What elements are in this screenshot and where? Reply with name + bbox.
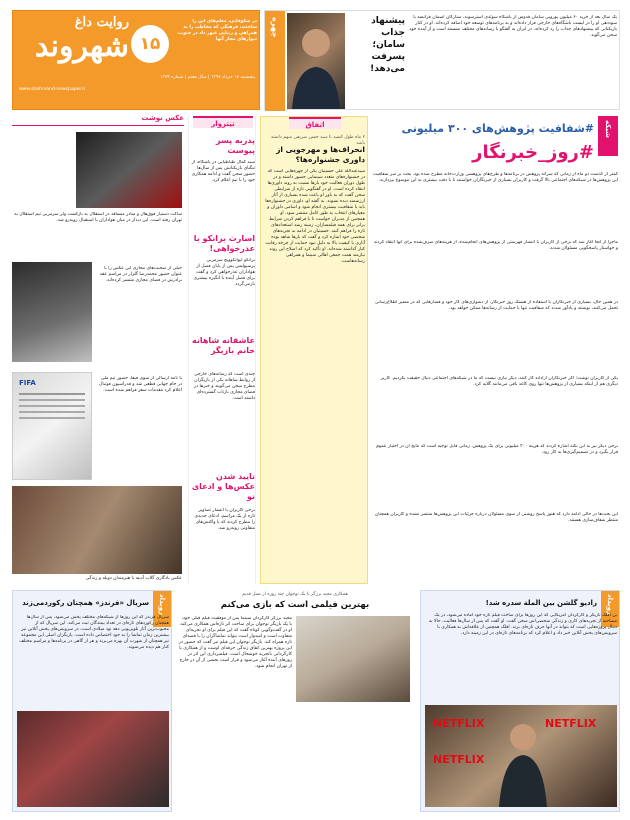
bottom-right-title: راديو گلشن بين الملة سدره شد! [485,599,597,607]
main-article [372,116,620,584]
photo-actor [12,262,92,362]
main-article-side-tag [598,116,618,156]
headline-title-1: پدربه پسر پیوست [216,136,255,155]
photo-caption-2: خیلی از صحبت‌های مجازی این عکس را با عنوان حضور محمدرضا گلزار در مراسم عقد برادرش در فضای مجازی منتشر کرده‌اند. [99,266,182,283]
headline-body-3: چندی است که رسانه‌های خارجی از روابط شاهانه یکی از بازیگران مطرح سخن می‌گویند و خبرها در فضای مجازی بازتاب گسترده‌ای داشته است. [193,372,255,401]
date-line: پنجشنبه ۱۷ خرداد ۱۳۹۷ | سال هفتم | شماره ۱۳۷۹ [160,75,255,80]
incident-kicker: ۲ ماه طول کشید تا سید حسن شریفی سهم داشته باشد [271,135,365,146]
bottom-middle-photo [296,616,410,702]
person-silhouette-icon [287,13,345,109]
main-article-pre-title: #شفافیت پژوهش‌های ۳۰۰ میلیونی [401,122,594,135]
feature-photo [287,13,345,109]
main-article-para-6: این بحث‌ها در حالی ادامه دارد که هنوز پاسخ روشنی از سوی مسئولان درباره جزئیات این پژوهش‌ها منتشر نشده و کاربران همچنان منتظر شفاف‌سازی هستند. [374,512,618,523]
main-article-para-2: ماجرا از آنجا آغاز شد که برخی از کاربران با انتشار فهرستی از پژوهش‌های انجام‌شده، از هزینه‌های صرف‌شده برای آنها انتقاد کردند و خواستار پاسخگویی مسئولان شدند. [373,240,618,251]
photo-football-coach [76,132,182,208]
bottom-right-tag: رویداد [606,594,614,616]
headline-body-4: برخی کاربران با انتشار تصاویر تازه از یک مراسم، ادعای جدیدی را مطرح کردند که با واکنش‌های متفاوتی روبه‌رو شد. [194,508,255,531]
photo-caption-3: با نامه ارسالی از سوی فیفا، حضور تیم ملی در جام جهانی قطعی شد و فدراسیون فوتبال اعلام کرد مقدمات سفر فراهم شده است. [99,376,182,393]
feature-side-label: چهره [270,17,280,38]
photo-caption-1: ساکت دستیار فوق‌هال و منادر منساقد در استقلال به بازگشت ولر سرمربی تیم استقلال به تهران رفته است. این دیدار در میان هواداران با استقبال روبه‌رو شد. [14,212,182,223]
incident-column [260,116,368,584]
headline-title-2: اسارت برانکو با عذرخواهی! [193,234,255,253]
bottom-left-tag: رویداد [158,594,166,616]
photo-fifa-letter [12,372,92,480]
netflix-logo: NETFLIX [433,717,485,730]
netflix-logo-2: NETFLIX [433,753,485,766]
bottom-left-photo [17,711,169,807]
photo-column [12,116,184,584]
bottom-middle-title: بهترین فیلمی است که بازی می‌کنم [220,600,370,610]
bottom-left-body: سریال فرندز که این روزها از شبکه‌های مختلف پخش می‌شود، پس از سال‌ها همچنان رکوردهای تازه‌ای در تعداد بینندگان ثبت می‌کند. این سریال که از محبوب‌ترین آثار تلویزیونی دهه نود میلادی است، در سرویس‌های پخش آنلاین نیز بیشترین زمان تماشا را به خود اختصاص داده است. بازیگران اصلی این مجموعه نیز همچنان از شهرت آن بهره می‌برند و هر از گاهی در برنامه‌ها و مراسم مختلف کنار هم دیده می‌شوند. [19,615,169,650]
netflix-logo-3: NETFLIX [545,717,597,730]
incident-title: انحراف‌ها و مهرجویی از داوری جشنواره‌ها؟ [276,145,365,164]
logo-main: شهروند [34,29,129,64]
person-silhouette-icon [495,713,551,807]
main-article-para-1: کمتر از گذشت دو ماه از زمانی که سرانه پژوهش در برنامه‌ها و طرح‌های پژوهشی وزارت‌خانه مطرح شده بود، بحث بر سر شفافیت این پژوهش‌ها در شبکه‌های اجتماعی بالا گرفت و کاربران بسیاری از خبرنگاران خواستند تا با دقت بیشتری به این موضوع بپردازند. [373,172,618,183]
headlines-tag: تیتروار [193,116,253,128]
feature-top [264,10,620,110]
bottom-left-title: سریال «فرندز» همچنان رکوردمی‌زند [22,599,149,607]
feature-body: یک سال بعد از خرید ۶۰ میلیون یورویی سامان قدوس از باشگاه سوئدی استرسوند، ستارگان آسمان فرانسه با سوددهی او را در لیست باشگاه‌های خارجی قرار داده‌اند و به برنامه‌های توسعه خود اضافه کرده‌اند. او در کنار بازیکنانی که پیشنهاد‌های جذاب را رد کرده‌اند، در ایران به گفتگو با رسانه‌های مختلف نشسته است و از آینده خود سخن می‌گوید. [409,15,617,38]
masthead [12,10,260,110]
bottom-middle-kicker: همکاری مجید برزگر با یک نوجوان چند روزه از نسل قدیم [242,592,348,597]
headline-body-2: برانکو ایوانکوویچ سرمربی پرسپولیس پس از پایان فصل از هواداران عذرخواهی کرد و گفت برای فصل آینده با انگیزه بیشتری بازمی‌گردد. [193,258,255,287]
bottom-right-body: بن افلک بازیگر و کارگردان آمریکایی که این روزها برای ساخت فیلم تازه خود آماده می‌شود، در یک مصاحبه از تجربه‌های کاری و زندگی شخصی‌اش سخن گفت. او گفت که پس از سال‌ها فعالیت، حالا به دنبال پروژه‌هایی است که بتواند در آنها حرف تازه‌ای بزند. افلک همچنین از علاقه‌اش به همکاری با سرویس‌های پخش آنلاین خبر داد و اعلام کرد که برنامه‌های تازه‌ای در این زمینه دارد. [428,613,617,636]
headlines-column [188,116,256,584]
feature-side-tag [265,11,285,111]
photo-column-tag: عکس نوشت [141,114,184,122]
bottom-right-article [420,590,620,812]
photo-caption-4: عکس یادگاری گلاب آدینه با هنرمندان دوبله و زندگی [85,576,182,581]
masthead-tagline: در شکوفایی، معلم‌های این را ساختند، فرهنگی که مخاطب را به همراهی و زیبایی عبور داد در جنوب، دیوارهای مجاز آنها [177,19,257,42]
bottom-middle-body: مجید برزگر کارگردان سینما پس از موفقیت فیلم قبلی خود، با یک بازیگر نوجوان برای ساخت اثر تازه‌اش همکاری می‌کند. او در گفت‌وگویی کوتاه گفت که این فیلم برای او تجربه‌ای متفاوت است و امیدوار است بتواند تماشاگران را با قصه‌ای تازه همراه کند. بازیگر نوجوان این فیلم نیز گفت که حضور در این پروژه بهترین اتفاق زندگی حرفه‌ای اوست و از همکاری با کارگردانی باتجربه خوشحال است. فیلمبرداری این اثر در روزهای آینده آغاز می‌شود و قرار است بخشی از آن در خارج از تهران انجام شود. [178,616,292,669]
bottom-left-article [12,590,172,812]
main-article-para-3: در همین حال، بسیاری از خبرنگاران با استفاده از هشتگ روز خبرنگار، از دشواری‌های کار خود و فشارهایی که در مسیر اطلاع‌رسانی تحمل می‌کنند، نوشتند و یادآور شدند که شفافیت تنها با حمایت از رسانه‌ها ممکن خواهد بود. [374,300,618,311]
headline-title-4: تایید شدن عکس‌ها و ادعای نو [191,472,255,501]
logo [19,15,129,64]
feature-title: پیشنهاد جذاب سامان؛ پسرفت می‌دهد! [370,16,405,74]
page-number-badge: ۱۵ [131,25,169,63]
incident-body: سیدعبدالله علی حسینیان یکی از چهره‌هایی است که در جشنواره‌های متعدد سینمایی حضور داشته و در طول دوران فعالیت خود بارها نسبت به روند داوری‌ها انتقاد کرده است. او در گفتگویی تازه از شرایطی سخن گفت که به باور او باعث شده بسیاری از آثار ارزشمند دیده نشوند. به گفته او، داوری در جشنواره‌ها باید با شفافیت بیشتری انجام شود و اسامی داوران و معیارهای انتخاب به طور کامل منتشر شود. او همچنین از مدیران خواست تا با فراهم کردن شرایط برابر برای همه فیلمسازان، زمینه رشد استعدادهای تازه را فراهم کنند. حسینیان در ادامه به تجربه‌های شخصی خود اشاره کرد و گفت که بارها شاهد بوده آثاری با کیفیت بالا به دلیل نبود حمایت از چرخه رقابت کنار گذاشته شده‌اند. او تأکید کرد که اصلاح این روند نیازمند همت جمعی اهالی سینما و همراهی رسانه‌هاست. [265,169,365,264]
main-article-tag: شبکه [604,120,612,139]
photo-group [12,486,182,574]
incident-tag: اتفاق [289,117,341,129]
main-article-title: #روز_خبرنگار [472,142,594,163]
website: www.shahrvand-newspaper.ir [19,87,86,92]
photo-column-header [12,116,184,126]
main-article-para-5: برخی دیگر نیز به این نکته اشاره کردند که هزینه ۳۰۰ میلیونی برای یک پژوهش، زمانی قابل توجیه است که نتایج آن در اختیار عموم قرار بگیرد و در تصمیم‌گیری‌ها به کار رود. [376,444,618,455]
headline-title-3: عاشقانه شاهانه خانم بازیگر [191,336,255,355]
headline-body-1: سید کمال طباطبایی در باشگاه، از تنگنای بازیکنانش پس از سال‌ها حضور سخن گفت و ادامه همکاری خود را با تیم اعلام کرد. [191,160,255,183]
main-article-para-4: یکی از کاربران نوشت: اگر خبرنگاران آزادانه کار کنند، دیگر نیازی نیست که ما در شبکه‌های اجتماعی دنبال حقیقت بگردیم. کاربر دیگری هم از اینکه بسیاری از پژوهش‌ها تنها روی کاغذ باقی می‌مانند گلایه کرد. [380,376,618,387]
logo-top: روایت داغ [74,15,129,30]
bottom-right-photo [425,705,617,807]
bottom-middle-article [178,590,414,812]
fifa-logo-icon: FIFA [19,379,36,387]
